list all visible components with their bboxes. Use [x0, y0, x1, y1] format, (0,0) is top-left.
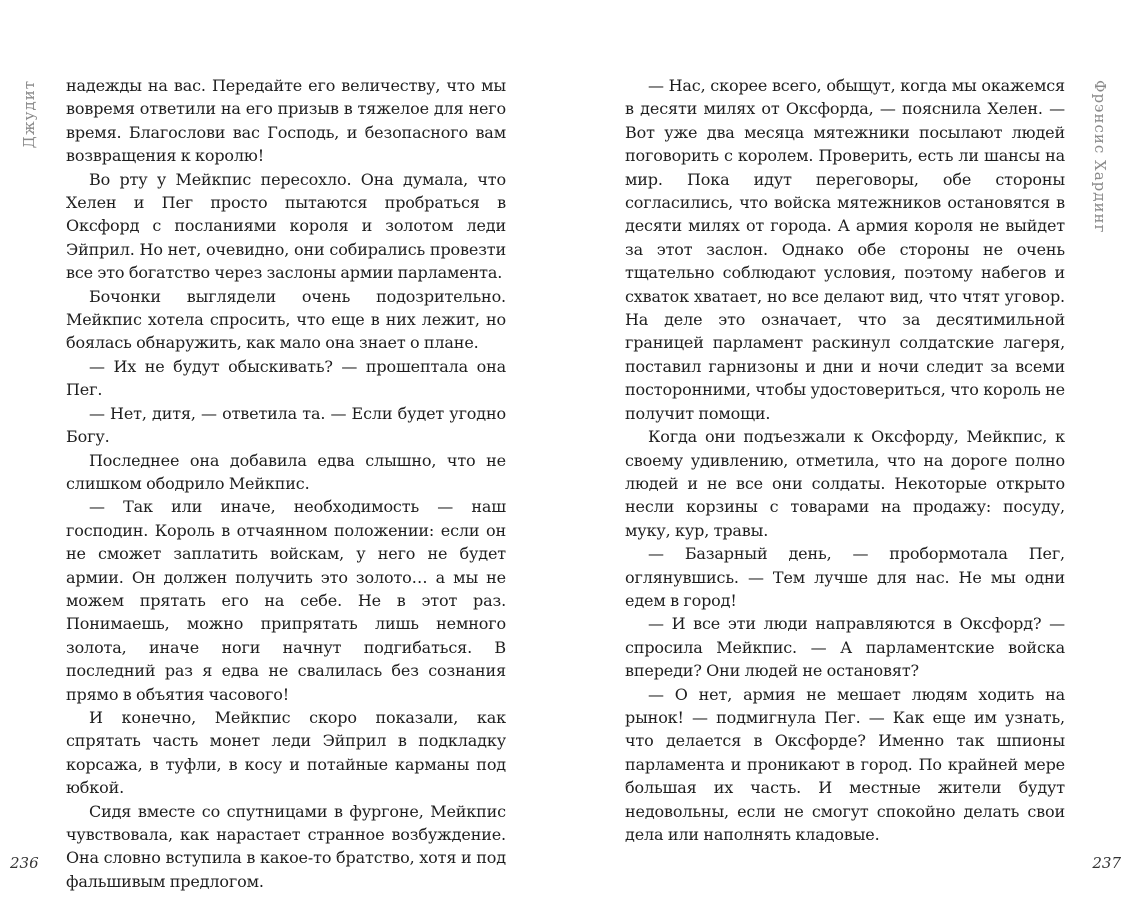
right-page-text	[625, 74, 1065, 846]
running-head-author: Джудит	[20, 80, 38, 149]
paragraph: И конечно, Мейкпис скоро показали, как спрятать часть монет леди Эйприл в подкладку корсажа, в туфли, в косу и потайные карманы под юбкой.	[66, 707, 506, 798]
running-head-title: Фрэнсис Хардинг	[1091, 80, 1109, 234]
left-page-text	[66, 74, 506, 893]
paragraph: — Базарный день, — пробормотала Пег, оглянувшись. — Тем лучше для нас. Не мы одни едем в город!	[625, 544, 1065, 610]
paragraph: Последнее она добавила едва слышно, что не слишком ободрило Мейкпис.	[66, 450, 506, 493]
paragraph: Во рту у Мейкпис пересохло. Она думала, что Хелен и Пег просто пытаются пробраться в Оксфорд с посланиями короля и золотом леди Эйприл. Но нет, очевидно, они собирались провезти все это богатство через заслоны армии парламента.	[66, 169, 506, 283]
page-number: 236	[10, 854, 39, 872]
paragraph: — Их не будут обыскивать? — прошептала она Пег.	[66, 356, 506, 400]
paragraph: — Нет, дитя, — ответила та. — Если будет угодно Богу.	[66, 403, 506, 447]
paragraph: — Нас, скорее всего, обыщут, когда мы окажемся в десяти милях от Оксфорда, — пояснила Хелен. — Вот уже два месяца мятежники посылают людей поговорить с королем. Проверить, есть ли шансы на мир. Пока идут переговоры, обе стороны согласились, что войска мятежников остановятся в десяти милях от города. А армия короля не выйдет за этот заслон. Однако обе стороны не очень тщательно соблюдают условия, поэтому набегов и схваток хватает, но все делают вид, что чтят уговор. На деле это означает, что за десятимильной границей парламент раскинул солдатские лагеря, поставил гарнизоны и дни и ночи следит за всеми посторонними, чтобы удостовериться, что король не получит помощи.	[625, 76, 1065, 423]
paragraph: Когда они подъезжали к Оксфорду, Мейкпис, к своему удивлению, отметила, что на дороге полно людей и не все они солдаты. Некоторые открыто несли корзины с товарами на продажу: посуду, муку, кур, травы.	[625, 427, 1065, 540]
paragraph: — Так или иначе, необходимость — наш господин. Король в отчаянном положении: если он не сможет заплатить войскам, у него не будет армии. Он должен получить это золото… а мы не можем прятать его на себе. Не в этот раз. Понимаешь, можно припрятать лишь немного золота, иначе ноги начнут подгибаться. В последний раз я едва не свалилась без сознания прямо в объятия часового!	[66, 497, 506, 704]
paragraph: Сидя вместе со спутницами в фургоне, Мейкпис чувствовала, как нарастает странное возбуждение. Она словно вступила в какое-то братство, хотя и под фальшивым предлогом.	[66, 801, 506, 891]
paragraph: Бочонки выглядели очень подозрительно. Мейкпис хотела спросить, что еще в них лежит, но боялась обнаружить, как мало она знает о плане.	[66, 286, 506, 353]
left-page	[0, 0, 567, 900]
paragraph: — И все эти люди направляются в Оксфорд? — спросила Мейкпис. — А парламентские войска впереди? Они людей не остановят?	[625, 614, 1065, 681]
right-page	[567, 0, 1135, 900]
paragraph: — О нет, армия не мешает людям ходить на рынок! — подмигнула Пег. — Как еще им узнать, что делается в Оксфорде? Именно так шпионы парламента и проникают в город. По крайней мере большая их часть. И местные жители будут недовольны, если не смогут спокойно делать свои дела или наполнять кладовые.	[625, 684, 1065, 844]
page-number: 237	[1092, 854, 1121, 872]
paragraph: надежды на вас. Передайте его величеству, что мы вовремя ответили на его призыв в тяжелое для него время. Благослови вас Господь, и безопасного вам возвращения к королю!	[66, 76, 506, 166]
